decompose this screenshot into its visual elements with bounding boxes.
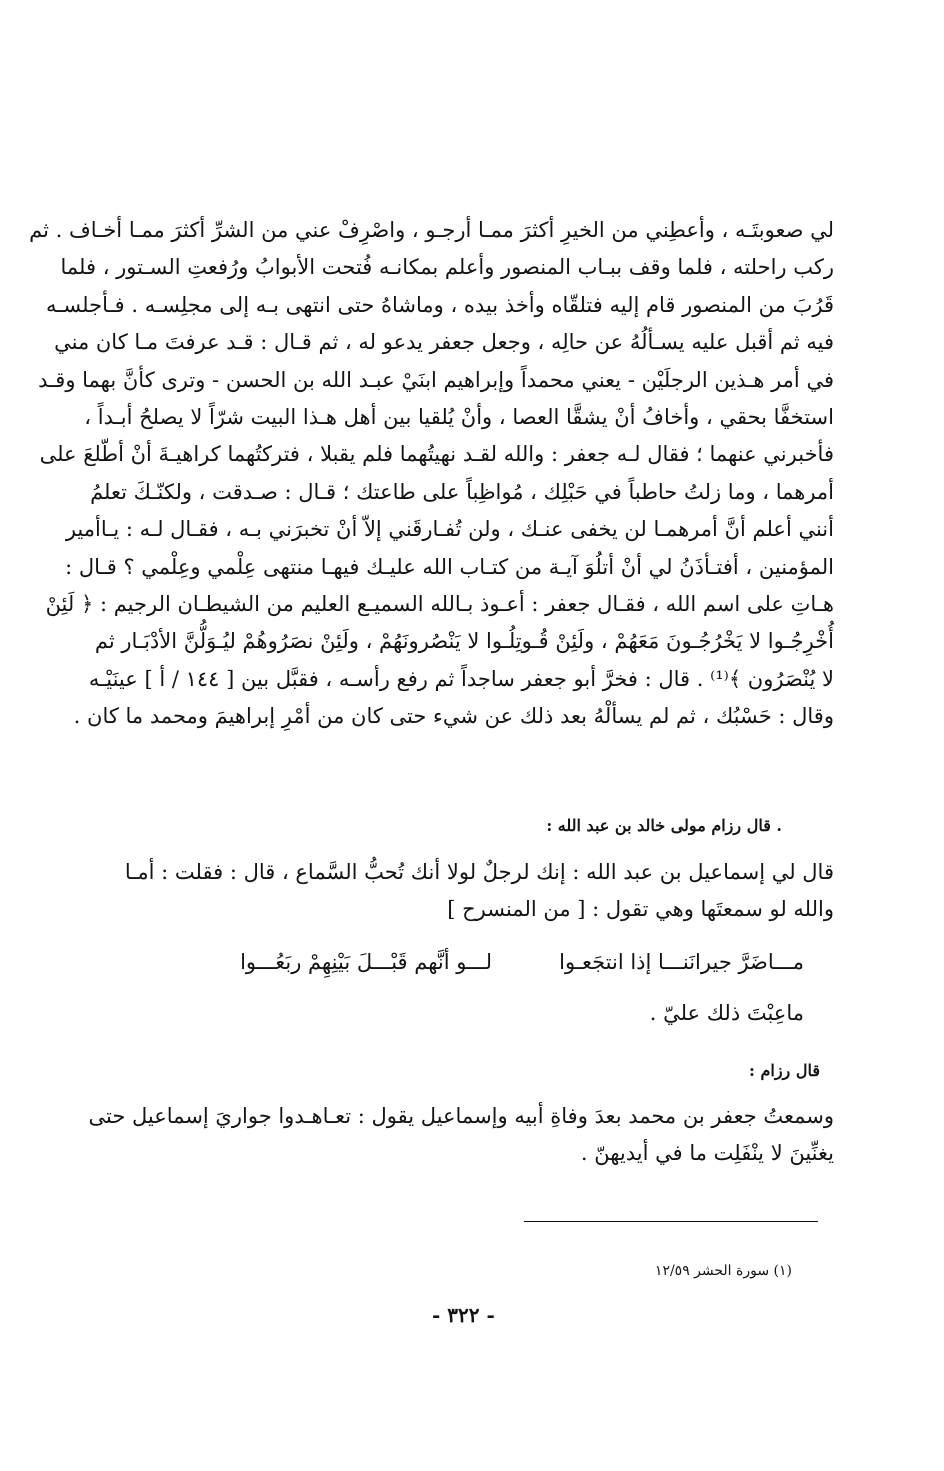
text-line: لا يُنْصَرُون ﴾⁽¹⁾ . قال : فخرَّ أبو جعفر ساجداً ثم رفع رأسـه ، فقبَّل بين [ ١٤٤ / أ ] عينَيْـه <box>88 666 834 691</box>
text-line: ركب راحلته ، فلما وقف ببـاب المنصور وأعلم بمكانـه فُتحت الأبوابُ ورُفعتِ السـتور ، فلما <box>60 255 834 280</box>
verse-second-hemistich: لـــو أنَّهم قَبْـــلَ بَيْنِهِمْ ربَعُـــوا <box>240 950 492 974</box>
verse-first-hemistich: مـــاضَرَّ جيرانَنـــا إذا انتجَعـوا <box>559 950 804 974</box>
text-line: فأخبرني عنهما ؛ فقال لـه جعفر : والله لقـد نهيتُهما فلم يقبلا ، فتركتُهما كراهيـةَ أنْ أطّلعَ على <box>39 442 834 467</box>
text-line: قَرُبَ من المنصور قام إليه فتلقّاه وأخذ بيده ، وماشاهُ حتى انتهى بـه إلى مجلِسـه . فـأجلسـه <box>46 292 834 317</box>
text-line: أمرهما ، وما زلتُ حاطباً في حَبْلِك ، مُواظِباً على طاعتك ؛ قـال : صـدقت ، ولكنّـكَ تعلمُ <box>90 479 834 504</box>
text-line: لي صعوبتَـه ، وأعطِني من الخيرِ أكثرَ ممـا أرجـو ، واصْرِفْ عني من الشرِّ أكثرَ ممـا أخـاف . ثم <box>29 218 834 242</box>
page-number: - ٣٢٢ - <box>432 1303 495 1327</box>
text-line: وقال : حَسْبُك ، ثم لم يسألْهُ بعد ذلك عن شيء حتى كان من أمْرِ إبراهيمَ ومحمد ما كان . <box>73 704 834 729</box>
section-heading: . قال رزام مولى خالد بن عبد الله : <box>546 816 782 835</box>
text-line: والله لو سمعتَها وهي تقول : [ من المنسرح ] <box>447 897 834 922</box>
text-line: فيه ثم أقبل عليه يسـألُهُ عن حالِه ، وجعل جعفر يدعو له ، ثم قـال : قـد عرفتَ مـا كان مني <box>54 330 834 355</box>
text-line: المؤمنين ، أفتـأذَنُ لي أنْ أتلُوَ آيـة من كتـاب الله عليـك فيهـا منتهى عِلْمي وعِلْمي ؟ قـال : <box>65 554 834 579</box>
verse-tail-text: ماعِبْتَ ذلك عليّ . <box>649 1001 804 1025</box>
text-line: أنني أعلم أنَّ أمرهمـا لن يخفى عنـك ، ولن تُفـارقَني إلاّ أنْ تخبرَني بـه ، فقـال لـه : يـاأمير <box>65 517 834 542</box>
text-line: استخفَّا بحقي ، وأخافُ أنْ يشقَّا العصا ، وأنْ يُلقيا بين أهل هـذا البيت شرّاً لا يصلحُ أبـداً ، <box>84 404 834 429</box>
footnote-divider <box>524 1221 818 1222</box>
text-line: قال لي إسماعيل بن عبد الله : إنك لرجلٌ لولا أنك تُحبُّ السَّماع ، قال : فقلت : أمـا <box>124 860 834 884</box>
text-line: أُخْرِجُـوا لا يَخْرُجُـونَ مَعَهُمْ ، ولَئِنْ قُـوتِلُـوا لا يَنْصُرونَهُمْ ، ولَئِنْ نصَرُوهُمْ ليُـوَلُّنَّ الأدْبَـار ثم <box>94 629 834 654</box>
main-paragraph <box>29 212 834 735</box>
text-line: وسمعتُ جعفر بن محمد بعدَ وفاةِ أبيه وإسماعيل يقول : تعـاهـدوا جواريَ إسماعيل حتى <box>88 1104 834 1128</box>
text-line: هـاتِ على اسم الله ، فقـال جعفر : أعـوذ بـالله السميـع العليم من الشيطـان الرجيم : ﴿ لَئِنْ <box>45 591 834 616</box>
second-paragraph <box>126 854 834 929</box>
third-paragraph <box>88 1098 834 1173</box>
footnote: (١) سورة الحشر ١٢/٥٩ <box>654 1263 792 1279</box>
section-heading: قال رزام : <box>749 1061 820 1080</box>
text-line: يغنِّينَ لا ينْفَلِت ما في أيديهنّ . <box>580 1141 834 1166</box>
text-line: في أمر هـذين الرجلَيْن - يعني محمداً وإبراهيم ابنَيْ عبـد الله بن الحسن - وترى كأنَّ بهما وقـد <box>38 367 834 392</box>
